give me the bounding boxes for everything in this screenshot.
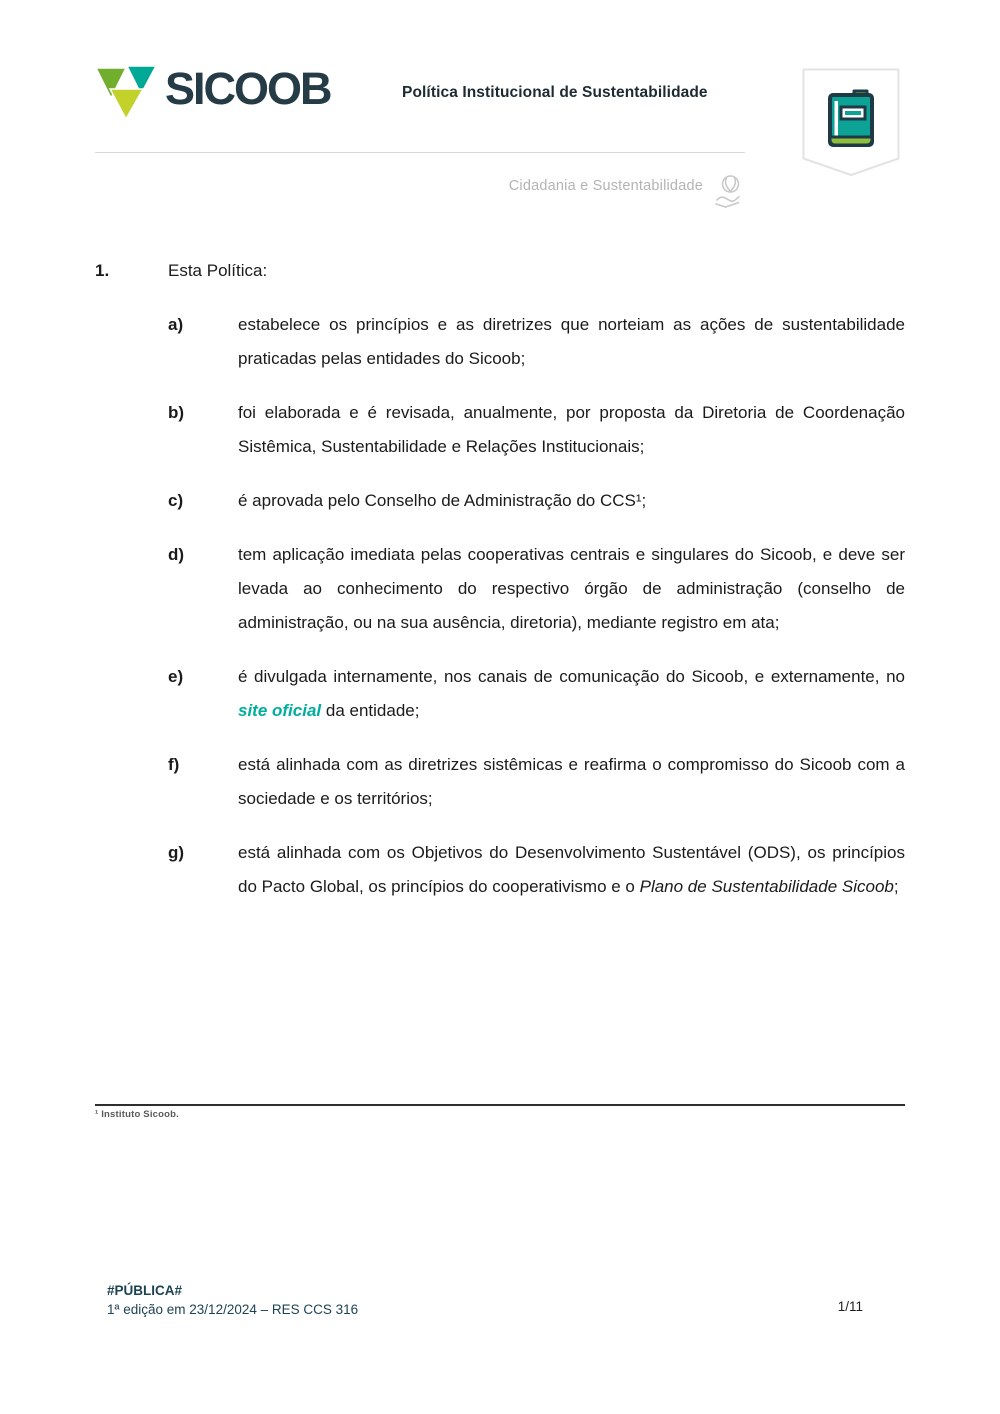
text-segment: é aprovada pelo Conselho de Administração do CCS¹; [238, 491, 647, 510]
policy-item [95, 660, 905, 728]
text-segment: está alinhada com os Objetivos do Desenvolvimento Sustentável (ODS), os princípios do Pacto Global, os princípios do cooperativismo e o [238, 843, 905, 896]
policy-item-text [238, 308, 905, 376]
policy-item-label: d) [168, 545, 185, 564]
policy-item-label: g) [168, 843, 185, 862]
header-divider [95, 152, 745, 153]
section-heading [95, 254, 905, 288]
text-segment: foi elaborada e é revisada, anualmente, por proposta da Diretoria de Coordenação Sistêmica, Sustentabilidade e Relações Institucionais; [238, 403, 905, 456]
text-segment: está alinhada com as diretrizes sistêmicas e reafirma o compromisso do Sicoob com a sociedade e os territórios; [238, 755, 905, 808]
policy-content [95, 254, 905, 904]
site-oficial-link[interactable]: site oficial [238, 701, 322, 720]
policy-item-text [238, 538, 905, 640]
policy-item [95, 484, 905, 518]
policy-item-text [238, 484, 905, 518]
policy-item-label: b) [168, 403, 185, 422]
sicoob-wordmark: SICOOB [165, 63, 331, 114]
section-number: 1. [95, 261, 110, 280]
text-segment: tem aplicação imediata pelas cooperativas centrais e singulares do Sicoob, e deve ser levada ao conhecimento do respectivo órgão de administração (conselho de administração, ou na sua ausência, diretoria), mediante registro em ata; [238, 545, 905, 632]
policy-item-text [238, 396, 905, 464]
text-segment: é divulgada internamente, nos canais de comunicação do Sicoob, e externamente, no [238, 667, 905, 686]
policy-item-label: f) [168, 755, 180, 774]
policy-items-list [95, 308, 905, 904]
policy-item [95, 308, 905, 376]
policy-item-label: e) [168, 667, 184, 686]
subject-label: Cidadania e Sustentabilidade [508, 178, 703, 194]
text-segment: ; [893, 877, 899, 896]
policy-book-badge [802, 68, 900, 183]
section-title: Esta Política: [168, 261, 268, 280]
sicoob-triangles-icon [95, 65, 157, 121]
policy-item-text [238, 660, 905, 728]
text-segment: da entidade; [321, 701, 420, 720]
policy-item-text [238, 748, 905, 816]
policy-item-label: c) [168, 491, 184, 510]
policy-item [95, 538, 905, 640]
page-number: 1/11 [837, 1299, 863, 1314]
sicoob-logo [95, 63, 331, 121]
policy-item-label: a) [168, 315, 184, 334]
page-title: Política Institucional de Sustentabilidade [402, 84, 708, 101]
text-segment: Plano de Sustentabilidade Sicoob [639, 877, 894, 896]
footnote [95, 1104, 905, 1120]
page-footer [107, 1281, 358, 1319]
footnote-text: ¹ Instituto Sicoob. [95, 1109, 180, 1120]
globe-in-hand-icon [713, 174, 745, 210]
book-badge-icon [802, 68, 900, 178]
classification-label: #PÚBLICA# [107, 1283, 183, 1298]
policy-item [95, 836, 905, 904]
edition-label: 1ª edição em 23/12/2024 – RES CCS 316 [107, 1302, 359, 1317]
text-segment: estabelece os princípios e as diretrizes que norteiam as ações de sustentabilidade praticadas pelas entidades do Sicoob; [238, 315, 905, 368]
policy-item-text [238, 836, 905, 904]
policy-item [95, 396, 905, 464]
policy-item [95, 748, 905, 816]
document-subject [400, 174, 745, 210]
